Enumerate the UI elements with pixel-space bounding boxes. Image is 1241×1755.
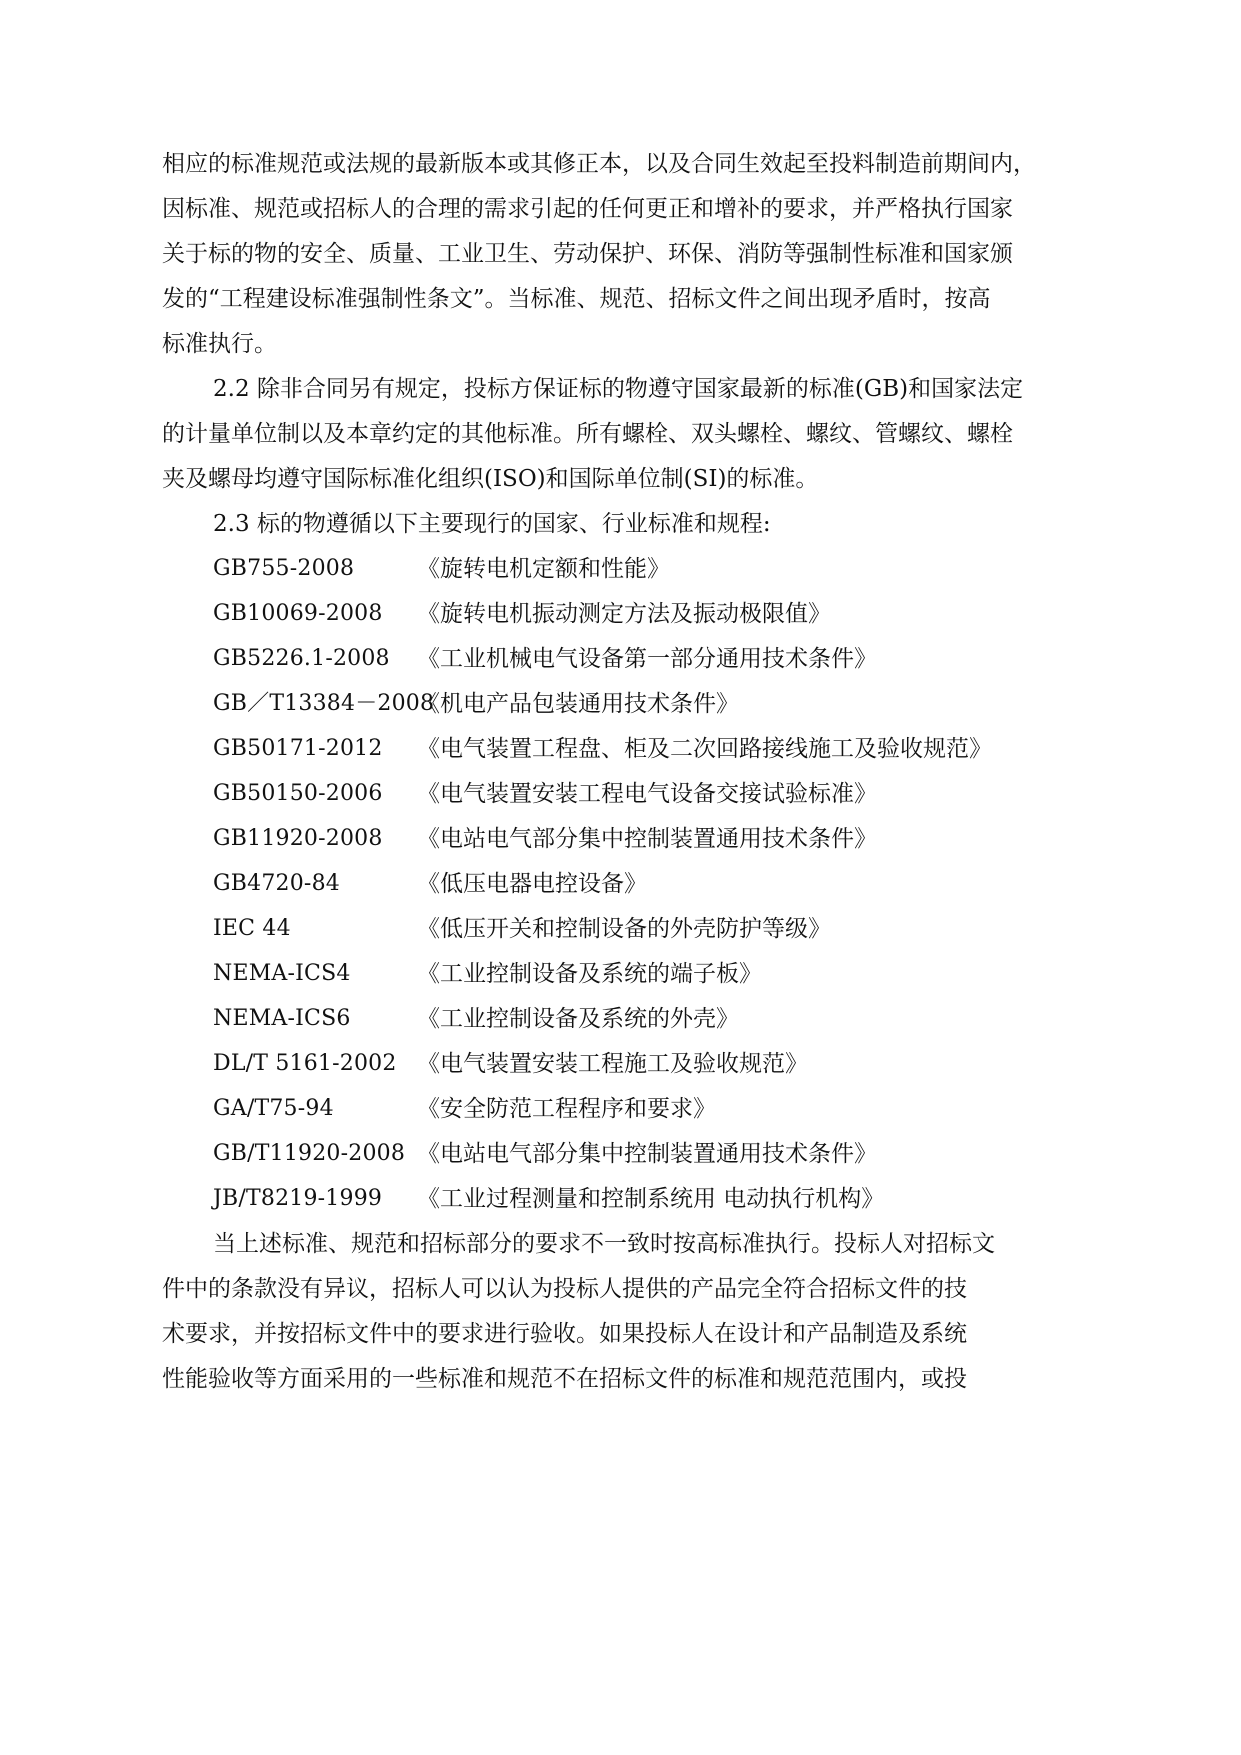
standard-title: 《电气装置安装工程施工及验收规范》 — [417, 1051, 808, 1077]
standard-title: 《工业控制设备及系统的外壳》 — [417, 1006, 739, 1032]
standard-code: GB/T11920-2008 — [213, 1141, 406, 1166]
paragraph-line: 相应的标准规范或法规的最新版本或其修正本，以及合同生效起至投料制造前期间内， — [162, 151, 1036, 177]
standard-code: GA/T75-94 — [213, 1096, 334, 1121]
standard-title: 《旋转电机振动测定方法及振动极限值》 — [417, 601, 831, 627]
standard-title: 《电气装置安装工程电气设备交接试验标准》 — [417, 781, 877, 807]
section-2-2-line: 2.2 除非合同另有规定，投标方保证标的物遵守国家最新的标准(GB)和国家法定 — [213, 376, 1024, 402]
standard-code: GB5226.1-2008 — [213, 646, 390, 671]
standard-title: 《工业机械电气设备第一部分通用技术条件》 — [417, 646, 877, 672]
closing-line: 术要求，并按招标文件中的要求进行验收。如果投标人在设计和产品制造及系统 — [162, 1321, 967, 1347]
standard-title: 《工业过程测量和控制系统用 电动执行机构》 — [417, 1186, 885, 1212]
paragraph-line: 标准执行。 — [162, 331, 277, 357]
section-2-2-line: 夹及螺母均遵守国际标准化组织(ISO)和国际单位制(SI)的标准。 — [162, 466, 819, 492]
closing-line: 件中的条款没有异议，招标人可以认为投标人提供的产品完全符合招标文件的技 — [162, 1276, 967, 1302]
paragraph-line: 因标准、规范或招标人的合理的需求引起的任何更正和增补的要求，并严格执行国家 — [162, 196, 1013, 222]
standard-title: 《电站电气部分集中控制装置通用技术条件》 — [417, 1141, 877, 1167]
standard-code: NEMA-ICS4 — [213, 961, 351, 986]
paragraph-line: 发的“工程建设标准强制性条文”。当标准、规范、招标文件之间出现矛盾时，按高 — [162, 286, 991, 312]
standard-title: 《低压电器电控设备》 — [417, 871, 647, 897]
standard-title: 《电站电气部分集中控制装置通用技术条件》 — [417, 826, 877, 852]
standard-code: DL/T 5161-2002 — [213, 1051, 397, 1076]
standard-code: GB755-2008 — [213, 556, 355, 581]
paragraph-line: 关于标的物的安全、质量、工业卫生、劳动保护、环保、消防等强制性标准和国家颁 — [162, 241, 1013, 267]
standard-code: GB50150-2006 — [213, 781, 383, 806]
standard-code: NEMA-ICS6 — [213, 1006, 351, 1031]
section-2-2-line: 的计量单位制以及本章约定的其他标准。所有螺栓、双头螺栓、螺纹、管螺纹、螺栓 — [162, 421, 1013, 447]
standard-code: GB10069-2008 — [213, 601, 383, 626]
closing-line: 性能验收等方面采用的一些标准和规范不在招标文件的标准和规范范围内，或投 — [162, 1366, 967, 1392]
standard-title: 《电气装置工程盘、柜及二次回路接线施工及验收规范》 — [417, 736, 992, 762]
standard-code: IEC 44 — [213, 916, 291, 941]
standard-code: GB11920-2008 — [213, 826, 383, 851]
standard-code: GB4720-84 — [213, 871, 340, 896]
standard-title: 《旋转电机定额和性能》 — [417, 556, 670, 582]
standard-title: 《低压开关和控制设备的外壳防护等级》 — [417, 916, 831, 942]
standard-code: GB／T13384－2008 — [213, 691, 435, 716]
standard-code: JB/T8219-1999 — [213, 1186, 383, 1211]
section-2-3-heading: 2.3 标的物遵循以下主要现行的国家、行业标准和规程: — [213, 511, 771, 537]
standard-title: 《安全防范工程程序和要求》 — [417, 1096, 716, 1122]
standard-title: 《机电产品包装通用技术条件》 — [417, 691, 739, 717]
standard-title: 《工业控制设备及系统的端子板》 — [417, 961, 762, 987]
standard-code: GB50171-2012 — [213, 736, 383, 761]
closing-line: 当上述标准、规范和招标部分的要求不一致时按高标准执行。投标人对招标文 — [213, 1231, 995, 1257]
